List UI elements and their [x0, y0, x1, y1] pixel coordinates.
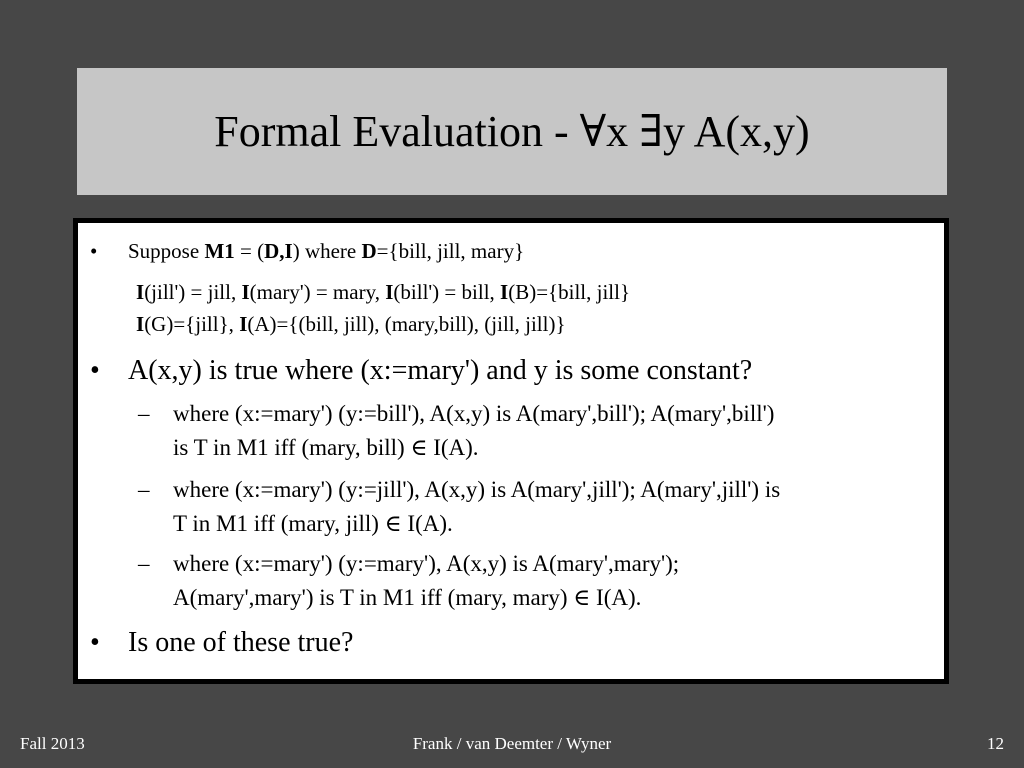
content-box [73, 218, 949, 684]
title-box [77, 68, 947, 195]
sub-bullet-line-1: where (x:=mary') (y:=mary'), A(x,y) is A(mary',mary'); [173, 551, 680, 576]
interpretation-line-2: I(G)={jill}, I(A)={(bill, jill), (mary,bill), (jill, jill)} [136, 312, 566, 336]
bullet-symbol: • [90, 355, 100, 386]
sub-bullet-line-2: is T in M1 iff (mary, bill) ∈ I(A). [173, 435, 479, 460]
dash-symbol: – [138, 551, 150, 576]
slide-number: 12 [987, 734, 1004, 753]
sub-bullet-line-2: T in M1 iff (mary, jill) ∈ I(A). [173, 511, 453, 536]
dash-symbol: – [138, 477, 150, 502]
bullet-symbol: • [90, 627, 100, 658]
bullet-text: Suppose M1 = (D,I) where D={bill, jill, mary} [128, 239, 525, 263]
footer-authors: Frank / van Deemter / Wyner [412, 734, 612, 753]
bullet-text: A(x,y) is true where (x:=mary') and y is some constant? [128, 355, 753, 386]
dash-symbol: – [138, 401, 150, 426]
slide-title: Formal Evaluation - ∀x ∃y A(x,y) [214, 106, 810, 156]
sub-bullet-line-1: where (x:=mary') (y:=jill'), A(x,y) is A(mary',jill'); A(mary',jill') is [173, 477, 781, 502]
bullet-text: Is one of these true? [128, 627, 354, 658]
sub-bullet-line-2: A(mary',mary') is T in M1 iff (mary, mary) ∈ I(A). [173, 585, 642, 610]
footer-date: Fall 2013 [20, 734, 85, 753]
interpretation-line-1: I(jill') = jill, I(mary') = mary, I(bill') = bill, I(B)={bill, jill} [136, 280, 631, 304]
bullet-symbol: • [90, 239, 98, 263]
sub-bullet-line-1: where (x:=mary') (y:=bill'), A(x,y) is A(mary',bill'); A(mary',bill') [173, 401, 775, 426]
